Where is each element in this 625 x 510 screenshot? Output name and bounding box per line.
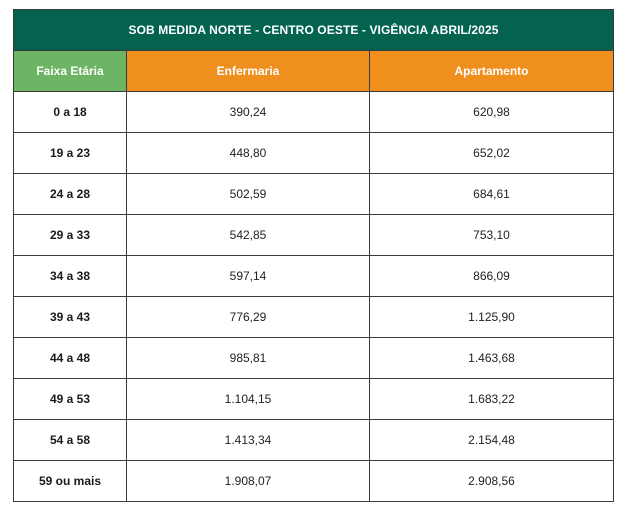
apartamento-price-cell: 866,09 xyxy=(370,256,614,297)
table-title: SOB MEDIDA NORTE - CENTRO OESTE - VIGÊNCIA ABRIL/2025 xyxy=(14,10,614,51)
table-row xyxy=(14,338,614,379)
table-row xyxy=(14,215,614,256)
table-row xyxy=(14,379,614,420)
table-title-row xyxy=(14,10,614,51)
table-row xyxy=(14,420,614,461)
age-range-cell: 34 a 38 xyxy=(14,256,127,297)
age-range-cell: 59 ou mais xyxy=(14,461,127,502)
enfermaria-price-cell: 1.413,34 xyxy=(127,420,370,461)
apartamento-price-cell: 1.463,68 xyxy=(370,338,614,379)
age-range-cell: 49 a 53 xyxy=(14,379,127,420)
apartamento-price-cell: 2.154,48 xyxy=(370,420,614,461)
table-row xyxy=(14,92,614,133)
table-row xyxy=(14,297,614,338)
enfermaria-price-cell: 502,59 xyxy=(127,174,370,215)
age-range-cell: 44 a 48 xyxy=(14,338,127,379)
apartamento-price-cell: 652,02 xyxy=(370,133,614,174)
price-table xyxy=(13,9,614,502)
enfermaria-price-cell: 1.104,15 xyxy=(127,379,370,420)
apartamento-price-cell: 1.683,22 xyxy=(370,379,614,420)
enfermaria-price-cell: 597,14 xyxy=(127,256,370,297)
apartamento-price-cell: 620,98 xyxy=(370,92,614,133)
enfermaria-price-cell: 776,29 xyxy=(127,297,370,338)
enfermaria-price-cell: 985,81 xyxy=(127,338,370,379)
age-range-cell: 54 a 58 xyxy=(14,420,127,461)
apartamento-price-cell: 2.908,56 xyxy=(370,461,614,502)
apartamento-price-cell: 684,61 xyxy=(370,174,614,215)
enfermaria-price-cell: 390,24 xyxy=(127,92,370,133)
table-row xyxy=(14,174,614,215)
apartamento-price-cell: 1.125,90 xyxy=(370,297,614,338)
age-range-cell: 29 a 33 xyxy=(14,215,127,256)
price-table-container xyxy=(13,9,613,502)
enfermaria-price-cell: 542,85 xyxy=(127,215,370,256)
enfermaria-price-cell: 448,80 xyxy=(127,133,370,174)
table-row xyxy=(14,133,614,174)
table-row xyxy=(14,461,614,502)
enfermaria-price-cell: 1.908,07 xyxy=(127,461,370,502)
table-row xyxy=(14,256,614,297)
header-enfermaria: Enfermaria xyxy=(127,51,370,92)
apartamento-price-cell: 753,10 xyxy=(370,215,614,256)
header-faixa-etaria: Faixa Etária xyxy=(14,51,127,92)
age-range-cell: 24 a 28 xyxy=(14,174,127,215)
header-apartamento: Apartamento xyxy=(370,51,614,92)
age-range-cell: 0 a 18 xyxy=(14,92,127,133)
table-header-row xyxy=(14,51,614,92)
age-range-cell: 19 a 23 xyxy=(14,133,127,174)
age-range-cell: 39 a 43 xyxy=(14,297,127,338)
